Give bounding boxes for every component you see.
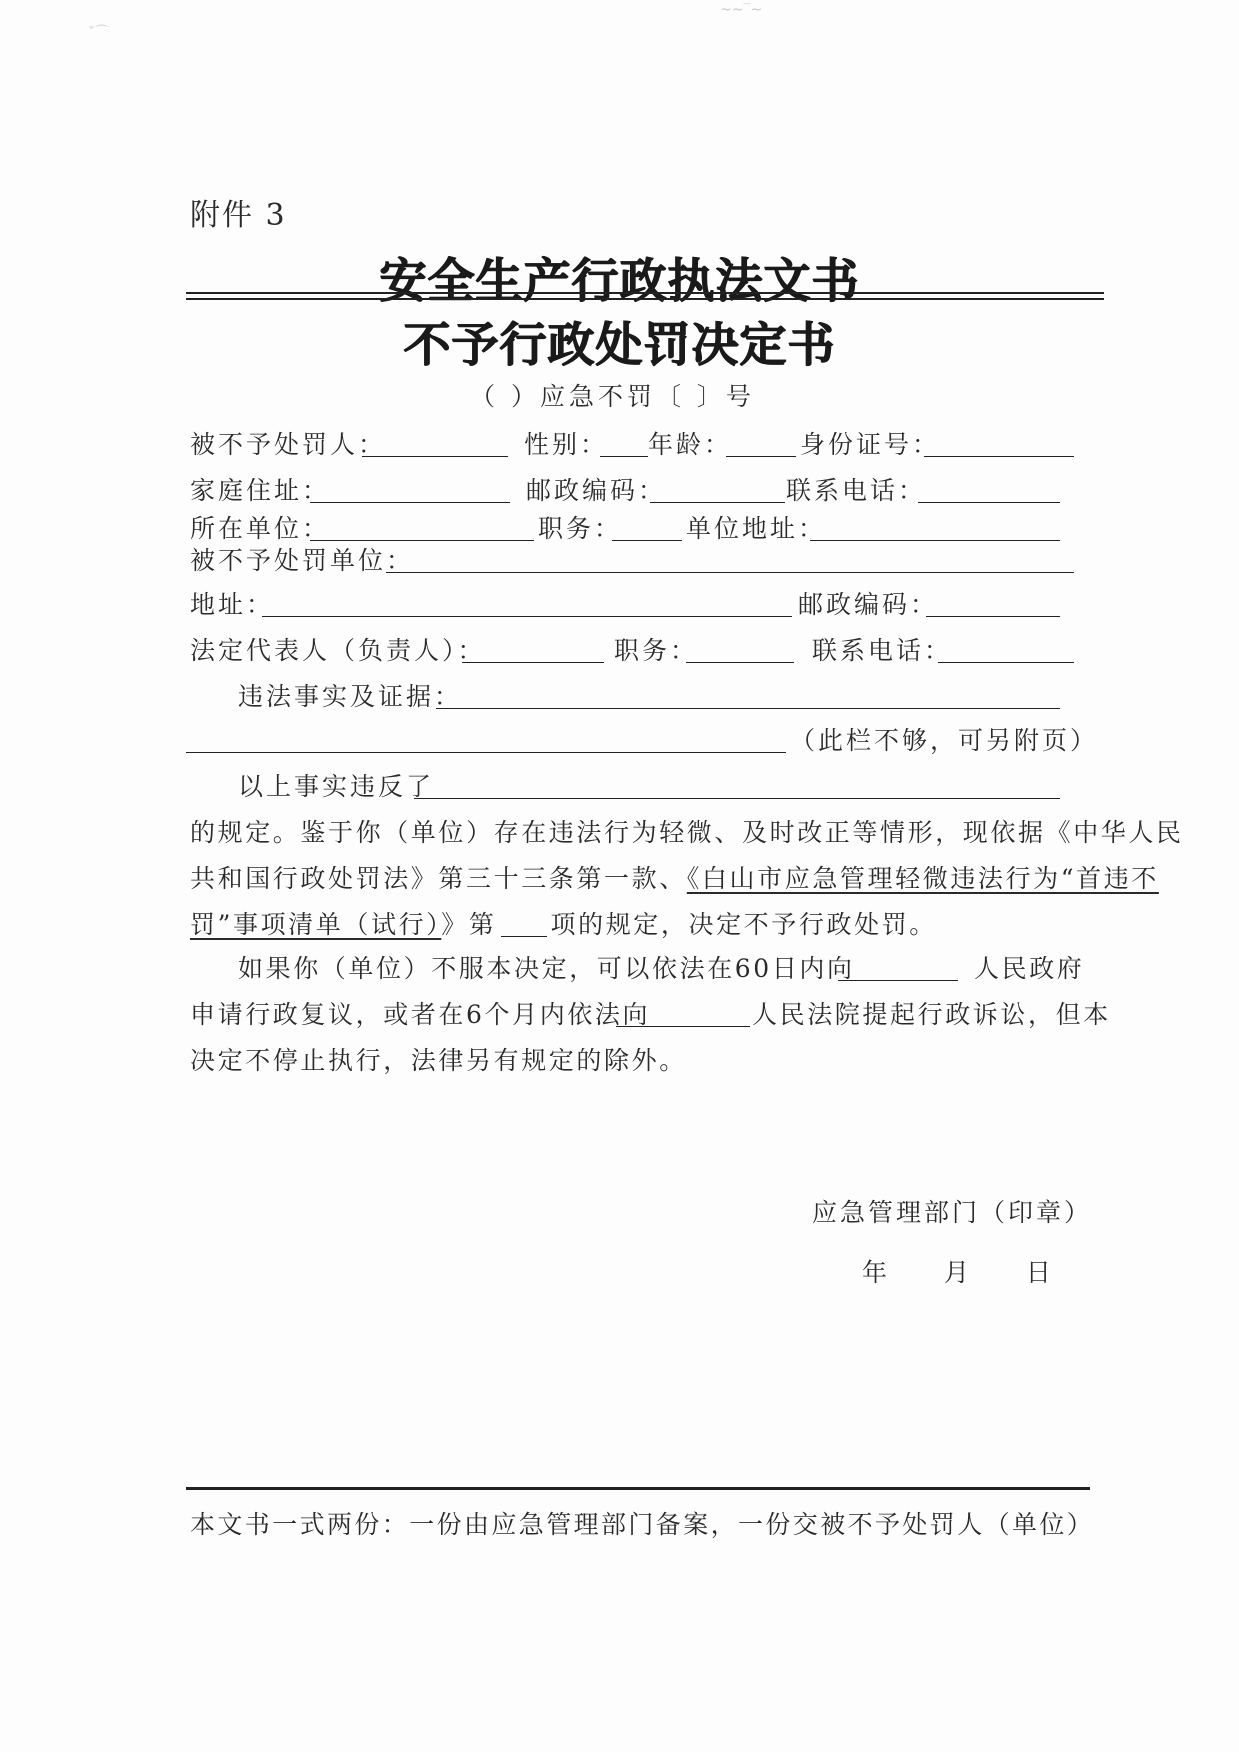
document-title: 不予行政处罚决定书	[403, 318, 836, 373]
facts-label: 违法事实及证据：	[238, 682, 463, 711]
gender-label: 性别：	[524, 430, 609, 459]
paragraph2-line2b: 人民法院提起行政诉讼，但本	[752, 1000, 1111, 1029]
government-blank[interactable]	[838, 980, 958, 981]
item-number-blank[interactable]	[501, 936, 547, 937]
court-blank[interactable]	[616, 1026, 750, 1027]
decision-text: 项的规定，决定不予行政处罚。	[550, 910, 937, 939]
footer-note: 本文书一式两份：一份由应急管理部门备案，一份交被不予处罚人（单位）	[190, 1510, 1095, 1539]
footer-rule	[186, 1487, 1090, 1490]
position2-blank[interactable]	[686, 662, 794, 663]
paragraph2-line1a: 如果你（单位）不服本决定，可以依法在60日内向	[238, 954, 855, 983]
position-label: 职务：	[538, 514, 623, 543]
phone-label: 联系电话：	[786, 476, 927, 505]
scan-smudge: ˇ⌒	[88, 25, 109, 41]
address-blank[interactable]	[262, 616, 792, 617]
id-number-label: 身份证号：	[800, 430, 941, 459]
postal-code-blank[interactable]	[650, 502, 785, 503]
age-blank[interactable]	[726, 456, 796, 457]
person-blank[interactable]	[362, 456, 508, 457]
list-reference: 《白山市应急管理轻微违法行为“首违不	[686, 864, 1159, 893]
violation-blank[interactable]	[414, 798, 1060, 799]
paragraph2-line3: 决定不停止执行，法律另有规定的除外。	[190, 1046, 687, 1075]
paragraph1-line3	[190, 912, 1076, 937]
position2-label: 职务：	[614, 636, 699, 665]
issuing-department: 应急管理部门（印章）	[812, 1198, 1093, 1227]
unit-blank[interactable]	[386, 572, 1074, 573]
unit-label: 被不予处罚单位：	[190, 546, 415, 575]
facts-blank[interactable]	[436, 708, 1060, 709]
paragraph1-line2	[190, 864, 1159, 893]
scan-smudge: ~~‾~	[720, 2, 763, 18]
position-blank[interactable]	[612, 540, 682, 541]
address-label: 地址：	[190, 590, 275, 619]
paragraph1-line1: 的规定。鉴于你（单位）存在违法行为轻微、及时改正等情形，现依据《中华人民	[190, 818, 1184, 847]
issue-date: 年 月 日	[862, 1258, 1059, 1287]
unit-address-label: 单位地址：	[686, 514, 827, 543]
paragraph2-line1b: 人民政府	[974, 954, 1085, 983]
home-address-label: 家庭住址：	[190, 476, 331, 505]
gender-blank[interactable]	[600, 456, 648, 457]
home-address-blank[interactable]	[310, 502, 510, 503]
list-reference-continued: 罚”事项清单（试行）	[190, 910, 442, 939]
paragraph2-line2a: 申请行政复议，或者在6个月内依法向	[190, 1000, 651, 1029]
phone-blank[interactable]	[918, 502, 1060, 503]
document-number: （ ）应急不罚〔 〕号	[470, 382, 755, 411]
legal-rep-label: 法定代表人（负责人）：	[190, 636, 486, 665]
phone2-label: 联系电话：	[812, 636, 953, 665]
legal-rep-blank[interactable]	[462, 662, 604, 663]
violation-lead: 以上事实违反了	[238, 772, 435, 801]
title-rule-top	[186, 292, 1104, 294]
phone2-blank[interactable]	[938, 662, 1074, 663]
facts-continuation-blank[interactable]	[186, 752, 786, 753]
attachment-label: 附件 3	[190, 198, 287, 233]
id-number-blank[interactable]	[924, 456, 1074, 457]
law-reference: 共和国行政处罚法》第三十三条第一款、	[190, 864, 687, 893]
unit-address-blank[interactable]	[810, 540, 1060, 541]
item-prefix: 》第	[441, 910, 497, 939]
work-unit-blank[interactable]	[310, 540, 534, 541]
postal-code2-blank[interactable]	[926, 616, 1060, 617]
postal-code-label: 邮政编码：	[526, 476, 667, 505]
facts-note: （此栏不够，可另附页）	[790, 726, 1099, 755]
postal-code2-label: 邮政编码：	[798, 590, 939, 619]
title-rule-bottom	[186, 298, 1104, 300]
work-unit-label: 所在单位：	[190, 514, 331, 543]
age-label: 年龄：	[648, 430, 733, 459]
document-series-title: 安全生产行政执法文书	[379, 254, 860, 309]
person-label: 被不予处罚人：	[190, 430, 387, 459]
